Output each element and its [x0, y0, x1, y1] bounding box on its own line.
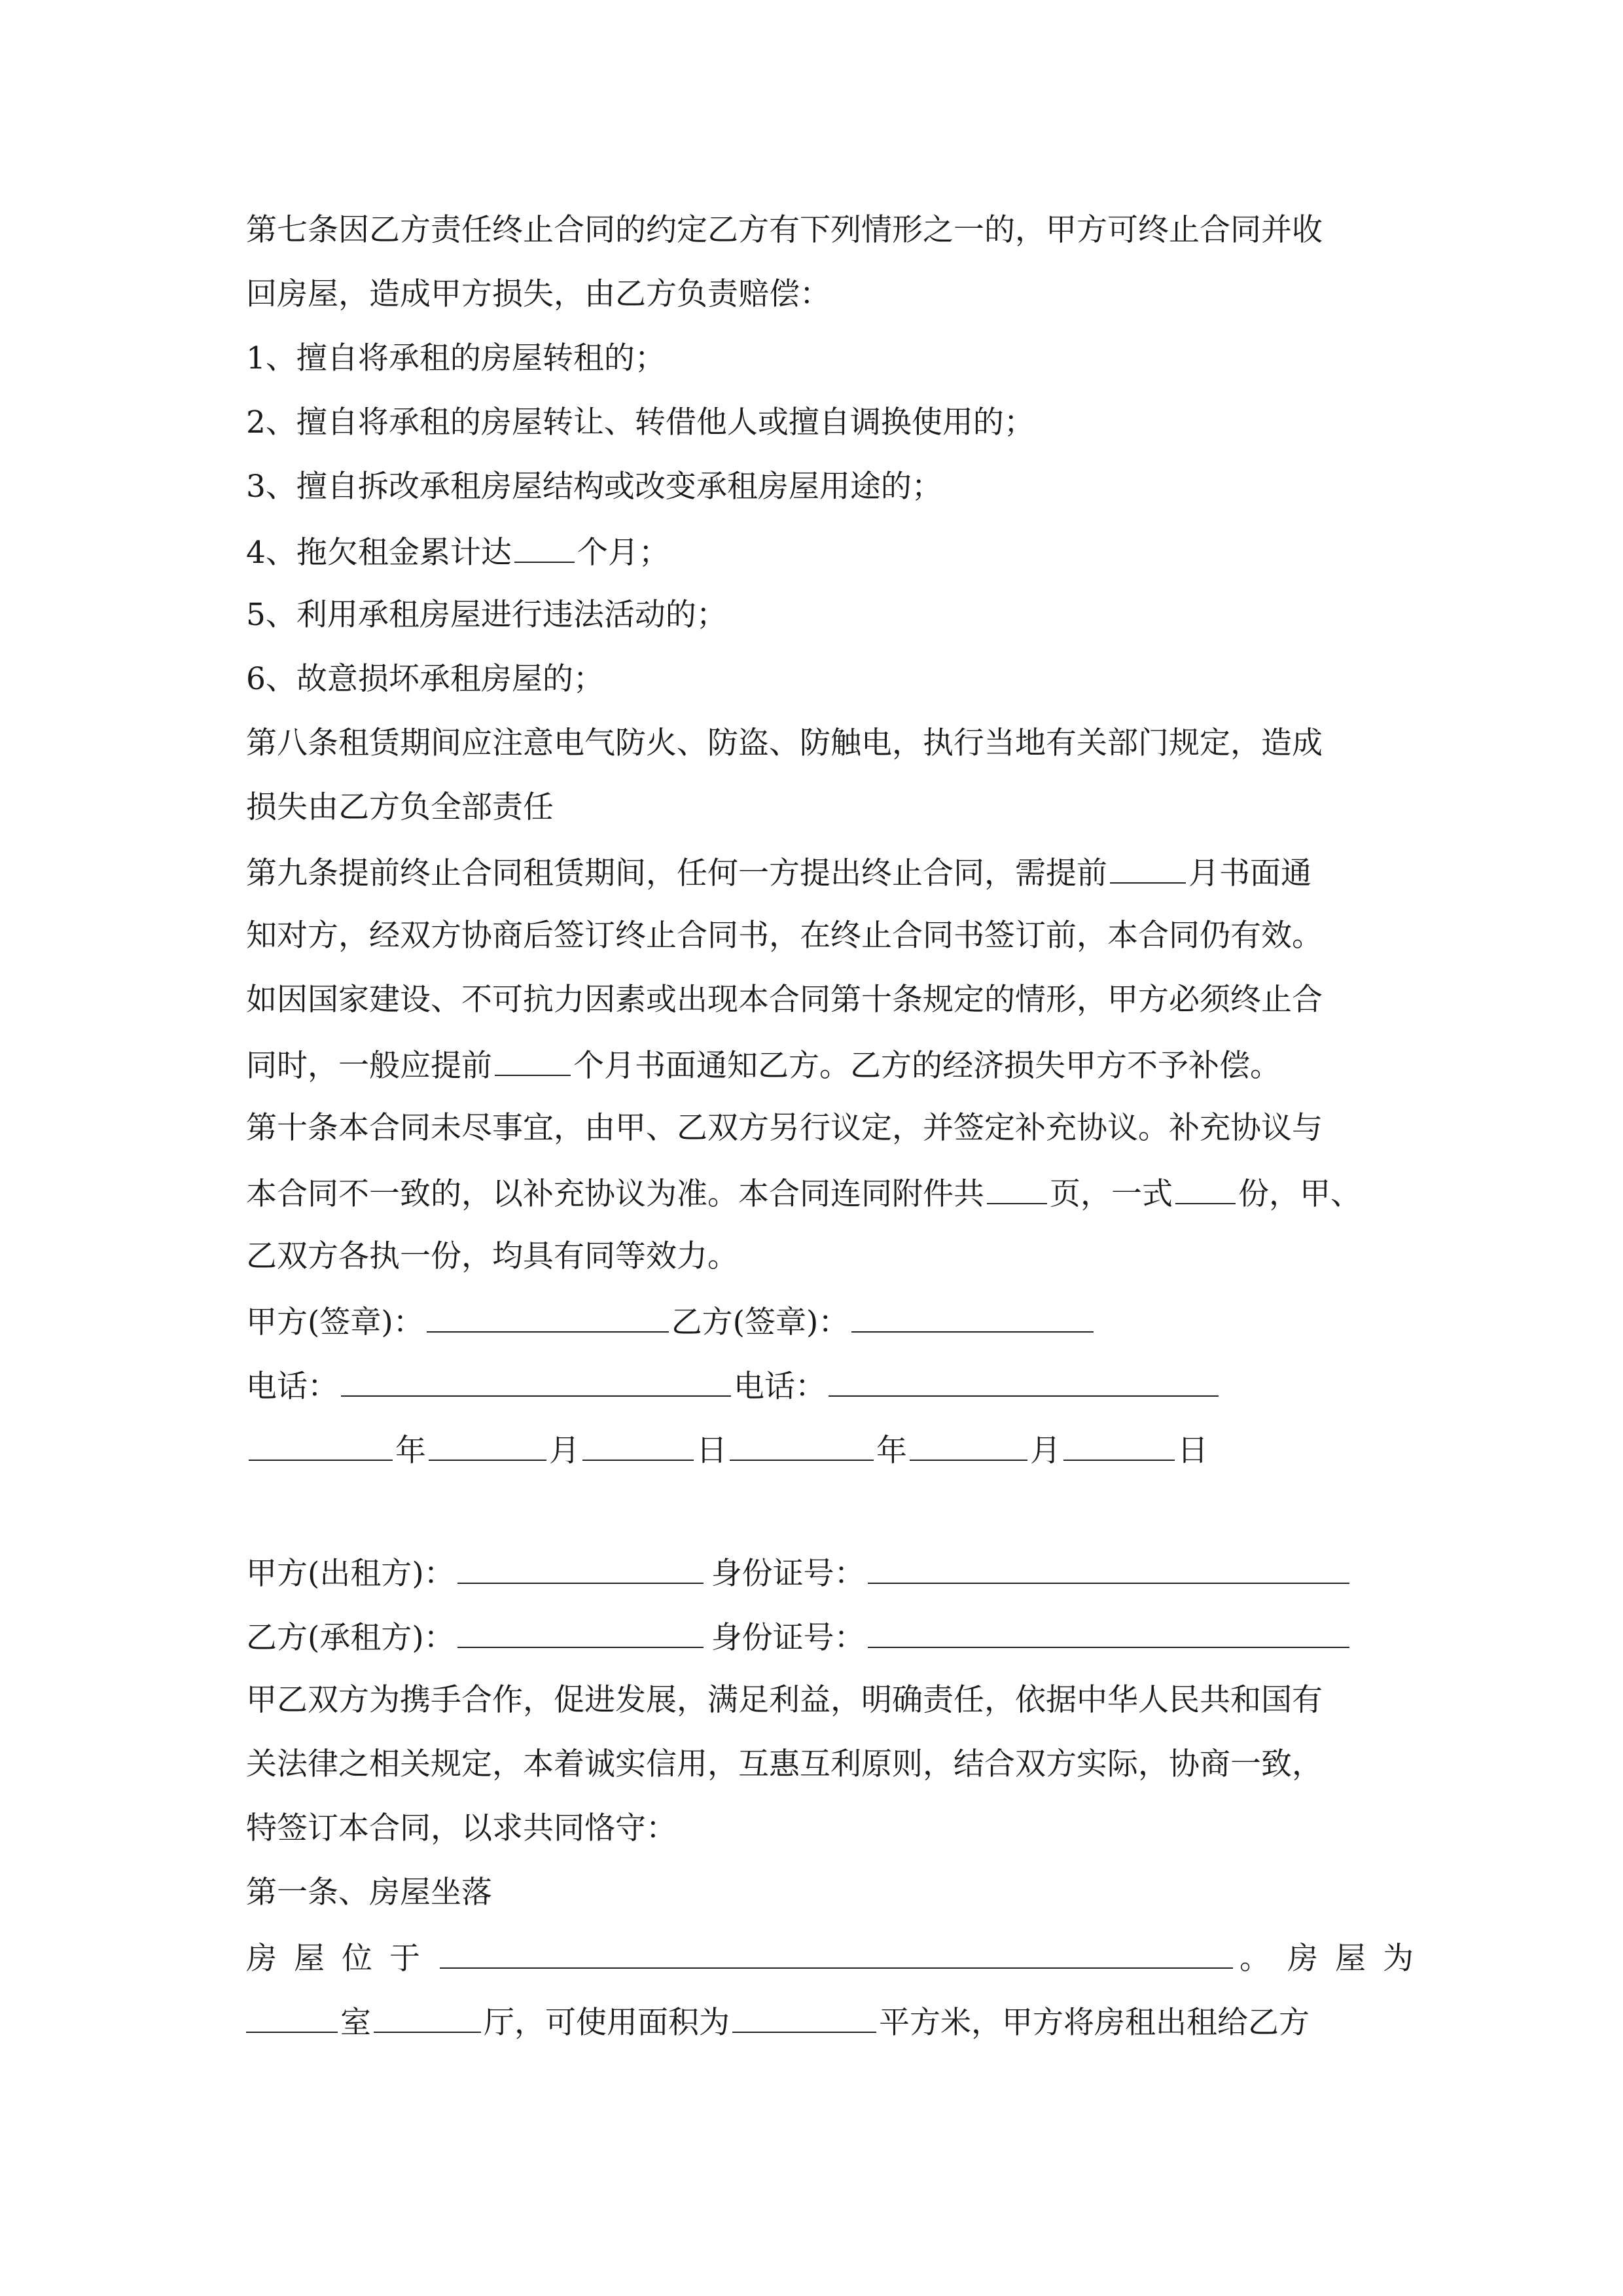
lessor-id-blank — [868, 1552, 1349, 1584]
month-b-blank — [910, 1429, 1027, 1461]
intro-line-1: 甲乙双方为携手合作，促进发展，满足利益，明确责任，依据中华人民共和国有 — [246, 1682, 1323, 1718]
lessor-line — [246, 1552, 1352, 1592]
year-a-blank — [249, 1429, 393, 1461]
article-10-line-2 — [246, 1173, 1361, 1212]
phone-b-blank — [829, 1365, 1219, 1397]
year-b-blank — [730, 1429, 874, 1461]
day-b-label: 日 — [1177, 1433, 1208, 1469]
location-line — [246, 1937, 1431, 1977]
intro-line-2: 关法律之相关规定，本着诚实信用，互惠互利原则，结合双方实际，协商一致， — [246, 1746, 1323, 1782]
day-a-label: 日 — [696, 1433, 727, 1469]
hall-label: 厅，可使用面积为 — [484, 2005, 730, 2041]
list-item-4-text: 4、拖欠租金累计达 — [246, 535, 512, 571]
room-count-blank — [246, 2001, 338, 2033]
article-9-line-1-text: 第九条提前终止合同租赁期间，任何一方提出终止合同，需提前 — [246, 855, 1107, 891]
area-suffix: 平方米，甲方将房租出租给乙方 — [879, 2005, 1310, 2041]
list-item-6: 6、故意损坏承租房屋的； — [246, 661, 604, 697]
list-item-4-suffix: 个月； — [577, 535, 669, 571]
article-10-line-2-a: 本合同不一致的，以补充协议为准。本合同连同附件共 — [246, 1176, 984, 1212]
article-9-line-1-suffix: 月书面通 — [1188, 855, 1311, 891]
lessee-id-blank — [868, 1617, 1349, 1648]
article-9-line-4-text: 同时，一般应提前 — [246, 1048, 492, 1084]
area-blank — [732, 2001, 876, 2033]
month-a-label: 月 — [549, 1433, 580, 1469]
advance-months-blank — [495, 1045, 571, 1076]
article-7-line-2: 回房屋，造成甲方损失，由乙方负责赔偿： — [246, 276, 830, 312]
day-b-blank — [1063, 1429, 1175, 1461]
party-a-sign-label: 甲方(签章)： — [246, 1304, 424, 1340]
year-b-label: 年 — [876, 1433, 907, 1469]
party-b-sign-label: 乙方(签章)： — [671, 1304, 849, 1340]
article-1-title: 第一条、房屋坐落 — [246, 1874, 492, 1910]
article-9-line-3: 如因国家建设、不可抗力因素或出现本合同第十条规定的情形，甲方必须终止合 — [246, 982, 1323, 1018]
phone-a-label: 电话： — [246, 1369, 338, 1405]
intro-line-3: 特签订本合同，以求共同恪守： — [246, 1810, 677, 1846]
lessee-id-label: 身份证号： — [711, 1620, 865, 1656]
month-a-blank — [429, 1429, 546, 1461]
months-blank — [514, 531, 575, 563]
article-9-line-2: 知对方，经双方协商后签订终止合同书，在终止合同书签订前，本合同仍有效。 — [246, 918, 1323, 954]
notice-months-blank — [1110, 852, 1186, 884]
phone-line — [246, 1365, 1221, 1405]
party-b-sign-blank — [851, 1301, 1094, 1333]
article-9-line-1 — [246, 852, 1311, 891]
article-9-line-4 — [246, 1045, 1281, 1084]
location-suffix: 。房屋为 — [1240, 1941, 1431, 1977]
article-7-line-1: 第七条因乙方责任终止合同的约定乙方有下列情形之一的，甲方可终止合同并收 — [246, 212, 1323, 248]
list-item-3: 3、擅自拆改承租房屋结构或改变承租房屋用途的； — [246, 469, 942, 505]
article-8-line-1: 第八条租赁期间应注意电气防火、防盗、防触电，执行当地有关部门规定，造成 — [246, 725, 1323, 761]
lessor-label: 甲方(出租方)： — [246, 1556, 455, 1592]
article-10-line-3: 乙双方各执一份，均具有同等效力。 — [246, 1238, 738, 1274]
list-item-1: 1、擅自将承租的房屋转租的； — [246, 340, 666, 376]
phone-b-label: 电话： — [734, 1369, 826, 1405]
year-a-label: 年 — [395, 1433, 426, 1469]
phone-a-blank — [341, 1365, 731, 1397]
article-9-line-4-suffix: 个月书面通知乙方。乙方的经济损失甲方不予补偿。 — [573, 1048, 1281, 1084]
list-item-4 — [246, 531, 669, 571]
list-item-5: 5、利用承租房屋进行违法活动的； — [246, 597, 727, 633]
list-item-2: 2、擅自将承租的房屋转让、转借他人或擅自调换使用的； — [246, 404, 1035, 440]
month-b-label: 月 — [1030, 1433, 1061, 1469]
location-blank — [440, 1937, 1233, 1969]
article-10-line-1: 第十条本合同未尽事宜，由甲、乙双方另行议定，并签定补充协议。补充协议与 — [246, 1110, 1323, 1146]
article-8-line-2: 损失由乙方负全部责任 — [246, 789, 554, 825]
lessor-id-label: 身份证号： — [711, 1556, 865, 1592]
day-a-blank — [582, 1429, 694, 1461]
article-10-line-2-b: 页，一式 — [1050, 1176, 1173, 1212]
lessee-blank — [457, 1617, 704, 1648]
date-line — [246, 1429, 1208, 1469]
party-a-sign-blank — [427, 1301, 669, 1333]
lessor-blank — [457, 1552, 704, 1584]
copies-blank — [1175, 1173, 1236, 1204]
lessee-label: 乙方(承租方)： — [246, 1620, 455, 1656]
room-label: 室 — [340, 2005, 371, 2041]
lessee-line — [246, 1617, 1352, 1656]
article-10-line-2-c: 份，甲、 — [1238, 1176, 1361, 1212]
room-line — [246, 2001, 1310, 2041]
signature-line — [246, 1301, 1096, 1340]
location-label: 房屋位于 — [246, 1941, 437, 1977]
pages-blank — [987, 1173, 1047, 1204]
hall-count-blank — [374, 2001, 481, 2033]
